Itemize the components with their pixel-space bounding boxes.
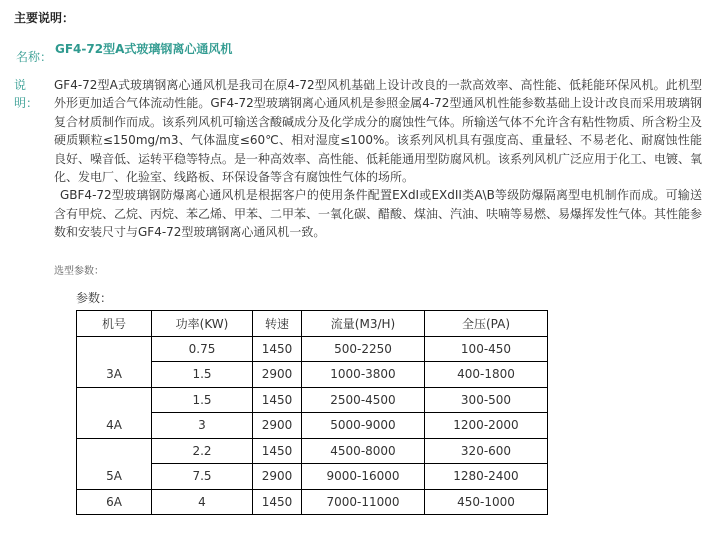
table-row — [77, 336, 548, 362]
cell-power: 3 — [152, 413, 253, 439]
description-text — [54, 76, 702, 242]
cell-model: 4A — [77, 387, 152, 438]
cell-pressure: 450-1000 — [425, 489, 548, 515]
spec-table — [76, 310, 548, 515]
header-pressure: 全压(PA) — [425, 311, 548, 337]
table-row — [77, 489, 548, 515]
table-row — [77, 438, 548, 464]
cell-speed: 2900 — [253, 413, 302, 439]
cell-flow: 7000-11000 — [302, 489, 425, 515]
cell-speed: 1450 — [253, 438, 302, 464]
cell-flow: 5000-9000 — [302, 413, 425, 439]
cell-speed: 1450 — [253, 489, 302, 515]
cell-flow: 9000-16000 — [302, 464, 425, 490]
cell-pressure: 320-600 — [425, 438, 548, 464]
cell-flow: 4500-8000 — [302, 438, 425, 464]
cell-pressure: 400-1800 — [425, 362, 548, 388]
table-row — [77, 387, 548, 413]
description-label: 说明： — [14, 78, 39, 110]
table-header-row — [77, 311, 548, 337]
cell-speed: 1450 — [253, 387, 302, 413]
cell-flow: 2500-4500 — [302, 387, 425, 413]
cell-pressure: 1280-2400 — [425, 464, 548, 490]
cell-speed: 1450 — [253, 336, 302, 362]
cell-power: 7.5 — [152, 464, 253, 490]
cell-power: 2.2 — [152, 438, 253, 464]
cell-power: 4 — [152, 489, 253, 515]
cell-flow: 500-2250 — [302, 336, 425, 362]
description-paragraph-2: GBF4-72型玻璃钢防爆离心通风机是根据客户的使用条件配置EXdI或EXdII类A\B等级防爆隔离型电机制作而成。可输送含有甲烷、乙烷、丙烷、苯乙烯、甲苯、二甲苯、一氧化碳、醋酸、煤油、汽油、呋喃等易燃、易爆挥发性气体。其性能参数和安装尺寸与GF4-72型玻璃钢离心通风机一致。 — [54, 188, 703, 240]
header-flow: 流量(M3/H) — [302, 311, 425, 337]
header-model: 机号 — [77, 311, 152, 337]
product-name: GF4-72型A式玻璃钢离心通风机 — [55, 42, 233, 56]
header-speed: 转速 — [253, 311, 302, 337]
cell-model: 5A — [77, 438, 152, 489]
description-paragraph-1: GF4-72型A式玻璃钢离心通风机是我司在原4-72型风机基础上设计改良的一款高效率、高性能、低耗能环保风机。此机型外形更加适合气体流动性能。GF4-72型玻璃钢离心通风机是参照金属4-72型通风机性能参数基础上设计改良而采用玻璃钢复合材质制作而成。该系列风机可输送含酸碱成分及化学成分的腐蚀性气体。所输送气体不允许含有粘性物质、所含粉尘及硬质颗粒≤150mg/m3、气体温度≤60℃、相对湿度≤100%。该系列风机具有强度高、重量轻、不易老化、耐腐蚀性能良好、噪音低、运转平稳等特点。是一种高效率、高性能、低耗能通用型防腐风机。该系列风机广泛应用于化工、电镀、氧化、发电厂、化验室、线路板、环保设备等含有腐蚀性气体的场所。 — [54, 78, 703, 185]
cell-power: 0.75 — [152, 336, 253, 362]
cell-model: 3A — [77, 336, 152, 387]
cell-speed: 2900 — [253, 464, 302, 490]
section-heading: 主要说明： — [14, 11, 75, 25]
cell-pressure: 1200-2000 — [425, 413, 548, 439]
cell-pressure: 100-450 — [425, 336, 548, 362]
cell-speed: 2900 — [253, 362, 302, 388]
cell-pressure: 300-500 — [425, 387, 548, 413]
cell-model: 6A — [77, 489, 152, 515]
cell-flow: 1000-3800 — [302, 362, 425, 388]
header-power: 功率(KW) — [152, 311, 253, 337]
selection-params-label: 选型参数： — [54, 266, 104, 277]
cell-power: 1.5 — [152, 362, 253, 388]
cell-power: 1.5 — [152, 387, 253, 413]
name-label: 名称： — [16, 50, 53, 64]
params-label: 参数： — [76, 291, 113, 305]
